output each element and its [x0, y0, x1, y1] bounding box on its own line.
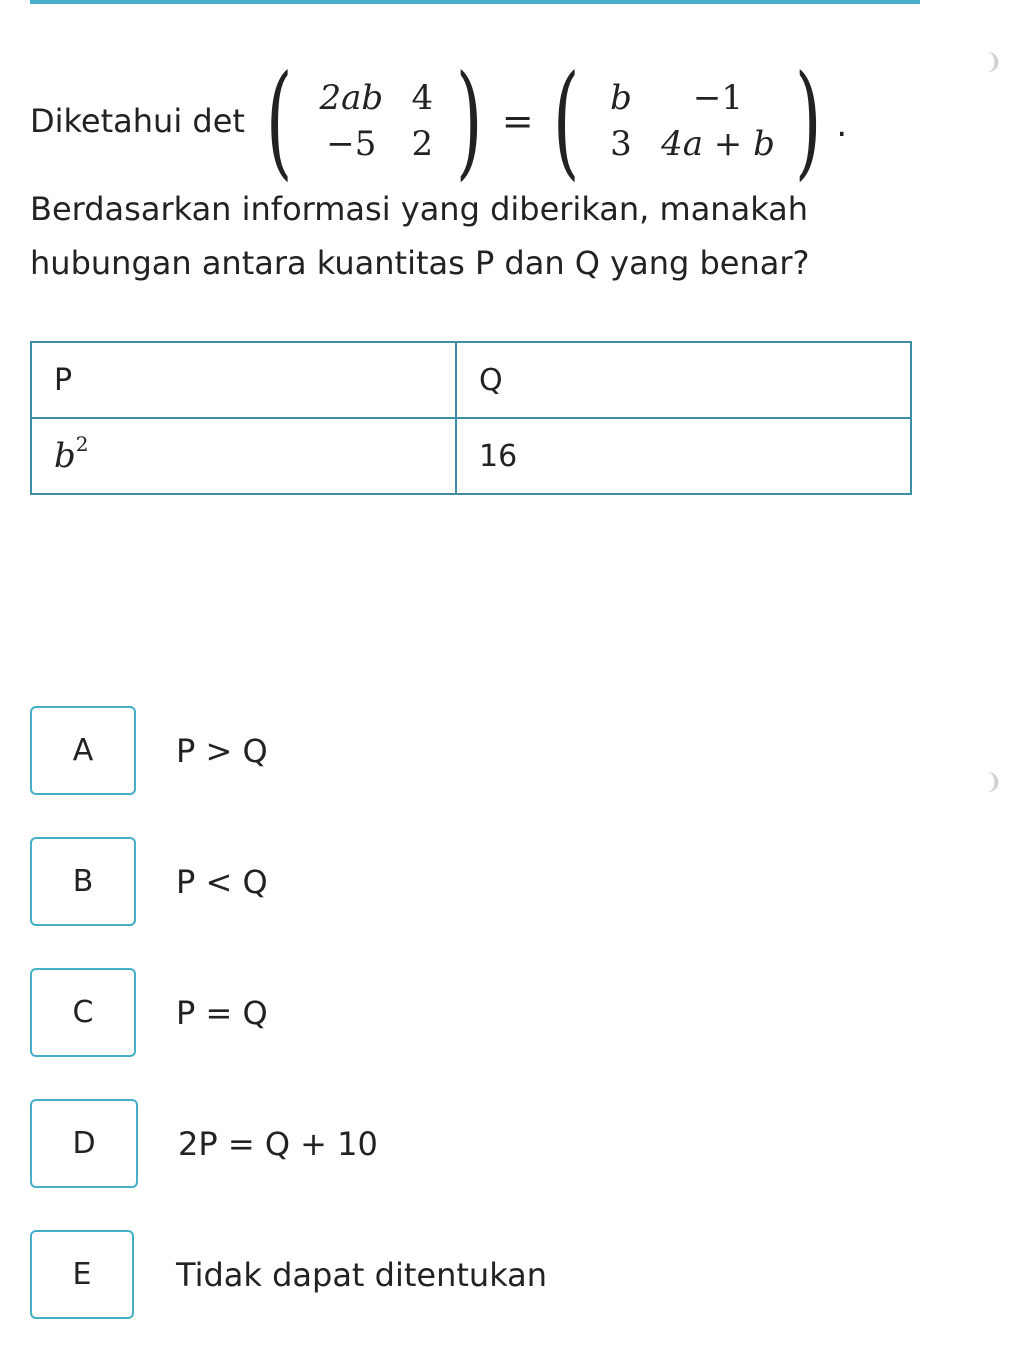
matrix-left — [255, 49, 494, 193]
right-paren: ) — [794, 49, 822, 193]
option-d[interactable] — [30, 1099, 378, 1188]
cell-q: 16 — [456, 418, 911, 494]
option-text[interactable]: P > Q — [176, 731, 268, 770]
option-a[interactable] — [30, 706, 268, 795]
matrix-cell: b — [610, 78, 632, 118]
table-header-row — [31, 342, 911, 418]
matrix-right-grid — [590, 75, 784, 167]
option-text[interactable]: P = Q — [176, 993, 268, 1032]
matrix-cell: 4a + b — [661, 124, 775, 164]
end-period: . — [836, 105, 848, 145]
option-letter-box[interactable]: B — [30, 837, 136, 926]
p-base: b — [54, 436, 76, 477]
p-exponent: 2 — [75, 431, 89, 456]
question-matrix-line — [30, 49, 910, 193]
question-lead: Diketahui det — [30, 102, 245, 140]
matrix-cell: 2 — [411, 124, 434, 164]
matrix-cell: −5 — [326, 124, 377, 164]
p-expression — [54, 431, 89, 477]
option-letter-box[interactable]: E — [30, 1230, 134, 1319]
option-text[interactable]: Tidak dapat ditentukan — [176, 1255, 548, 1294]
matrix-cell: −1 — [692, 78, 744, 118]
option-text[interactable]: 2P = Q + 10 — [178, 1124, 378, 1163]
quantity-table — [30, 341, 912, 495]
option-text[interactable]: P < Q — [176, 862, 268, 901]
right-paren: ) — [456, 49, 483, 193]
matrix-cell: 3 — [610, 124, 632, 164]
table-row — [31, 418, 911, 494]
watermark-mark: ❩ — [984, 770, 1003, 795]
question — [30, 49, 910, 290]
matrix-cell: 2ab — [319, 78, 384, 118]
option-e[interactable] — [30, 1230, 547, 1319]
cell-p — [31, 418, 456, 494]
matrix-cell: 4 — [411, 78, 434, 118]
option-letter-box[interactable]: D — [30, 1099, 138, 1188]
left-paren: ( — [552, 49, 580, 193]
matrix-right — [542, 49, 833, 193]
top-accent-bar — [30, 0, 920, 4]
header-p: P — [31, 342, 456, 418]
watermark-mark: ❩ — [984, 50, 1003, 75]
equals-sign: = — [501, 99, 534, 143]
left-paren: ( — [265, 49, 293, 193]
matrix-left-grid — [303, 75, 445, 167]
option-letter-box[interactable]: C — [30, 968, 136, 1057]
option-b[interactable] — [30, 837, 268, 926]
option-c[interactable] — [30, 968, 268, 1057]
question-text: Berdasarkan informasi yang diberikan, manakah hubungan antara kuantitas P dan Q yang benar? — [30, 190, 810, 282]
header-q: Q — [456, 342, 911, 418]
option-letter-box[interactable]: A — [30, 706, 136, 795]
